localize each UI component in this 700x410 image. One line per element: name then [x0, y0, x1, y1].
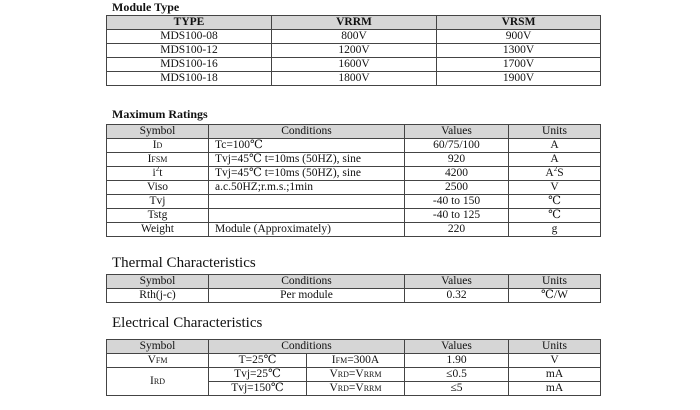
- table-row: [107, 44, 601, 58]
- symbol-main: V: [147, 354, 156, 366]
- value-cell: 1.90: [405, 354, 509, 368]
- conditions-cell: Per module: [209, 289, 405, 303]
- cond-eq: =V: [348, 368, 364, 380]
- module-type-title: Module Type: [112, 0, 180, 14]
- cond-main: V: [329, 382, 338, 394]
- value-cell: 920: [405, 153, 509, 167]
- module-type-table: [106, 15, 601, 86]
- unit-cell: V: [509, 354, 601, 368]
- header-cell: Values: [405, 125, 509, 139]
- conditions-cell: a.c.50HZ;r.m.s.;1min: [209, 181, 405, 195]
- condition-b-cell: [307, 382, 405, 396]
- header-cell: Symbol: [107, 125, 209, 139]
- header-cell: Values: [405, 340, 509, 354]
- table-cell: 1300V: [437, 44, 601, 58]
- table-header-row: [107, 340, 601, 354]
- table-row: [107, 30, 601, 44]
- symbol-subscript: FSM: [151, 155, 168, 164]
- value-cell: ≤5: [405, 382, 509, 396]
- header-cell: Symbol: [107, 275, 209, 289]
- value-cell: 4200: [405, 167, 509, 181]
- symbol-cell: Tstg: [107, 209, 209, 223]
- symbol-tail: t: [159, 167, 163, 179]
- table-cell: MDS100-08: [107, 30, 272, 44]
- conditions-cell: [209, 195, 405, 209]
- unit-cell: V: [509, 181, 601, 195]
- max-ratings-table: [106, 124, 601, 237]
- symbol-main: i: [152, 167, 156, 179]
- conditions-cell: Tvj=45℃ t=10ms (50HZ), sine: [209, 167, 405, 181]
- header-cell: Units: [509, 275, 601, 289]
- symbol-cell: [107, 139, 209, 153]
- electrical-table: [106, 339, 601, 396]
- unit-cell: ℃: [509, 195, 601, 209]
- thermal-table: [106, 274, 601, 303]
- table-cell: 1200V: [272, 44, 437, 58]
- condition-b-cell: [307, 368, 405, 382]
- header-cell: Conditions: [209, 340, 405, 354]
- table-row: [107, 153, 601, 167]
- table-cell: MDS100-16: [107, 58, 272, 72]
- table-cell: MDS100-18: [107, 72, 272, 86]
- cond-subscript: FM: [335, 356, 348, 365]
- table-row: [107, 181, 601, 195]
- conditions-cell: Tc=100℃: [209, 139, 405, 153]
- header-cell: Units: [509, 340, 601, 354]
- unit-cell: mA: [509, 382, 601, 396]
- header-cell: VRRM: [272, 16, 437, 30]
- thermal-title: Thermal Characteristics: [112, 255, 256, 271]
- table-row: [107, 195, 601, 209]
- symbol-cell: Viso: [107, 181, 209, 195]
- symbol-main: I: [150, 375, 154, 387]
- header-cell: Conditions: [209, 125, 405, 139]
- cond-subscript: RD: [337, 370, 349, 379]
- table-row: [107, 289, 601, 303]
- symbol-subscript: RD: [153, 377, 165, 386]
- symbol-cell: [107, 167, 209, 181]
- unit-cell: [509, 167, 601, 181]
- table-row: [107, 58, 601, 72]
- cond-subscript: RD: [337, 384, 349, 393]
- table-header-row: [107, 125, 601, 139]
- unit-cell: mA: [509, 368, 601, 382]
- conditions-cell: Module (Approximately): [209, 223, 405, 237]
- unit-tail: S: [557, 167, 564, 179]
- symbol-cell: Tvj: [107, 195, 209, 209]
- table-row: [107, 368, 601, 382]
- symbol-main: I: [152, 139, 157, 151]
- table-cell: 1600V: [272, 58, 437, 72]
- symbol-cell: Rth(j-c): [107, 289, 209, 303]
- symbol-superscript: 2: [155, 166, 160, 174]
- value-cell: 60/75/100: [405, 139, 509, 153]
- value-cell: 220: [405, 223, 509, 237]
- condition-a-cell: Tvj=25℃: [209, 368, 307, 382]
- table-row: [107, 209, 601, 223]
- unit-cell: g: [509, 223, 601, 237]
- unit-superscript: 2: [553, 166, 558, 174]
- table-cell: 1800V: [272, 72, 437, 86]
- conditions-cell: [209, 209, 405, 223]
- unit-cell: ℃: [509, 209, 601, 223]
- table-cell: 1900V: [437, 72, 601, 86]
- table-row: [107, 72, 601, 86]
- symbol-cell: Weight: [107, 223, 209, 237]
- table-row: [107, 354, 601, 368]
- cond-eq: =V: [348, 382, 364, 394]
- value-cell: 0.32: [405, 289, 509, 303]
- symbol-main: I: [147, 153, 152, 165]
- symbol-cell: [107, 354, 209, 368]
- conditions-cell: Tvj=45℃ t=10ms (50HZ), sine: [209, 153, 405, 167]
- cond-main: V: [329, 368, 338, 380]
- electrical-title: Electrical Characteristics: [112, 315, 263, 331]
- cond-tail: =300A: [347, 354, 380, 366]
- table-cell: 800V: [272, 30, 437, 44]
- table-row: [107, 223, 601, 237]
- value-cell: -40 to 150: [405, 195, 509, 209]
- condition-a-cell: T=25℃: [209, 354, 307, 368]
- table-header-row: [107, 16, 601, 30]
- cond-main: I: [331, 354, 336, 366]
- unit-main: A: [545, 167, 554, 179]
- table-row: [107, 167, 601, 181]
- condition-b-cell: [307, 354, 405, 368]
- symbol-subscript: FM: [155, 356, 168, 365]
- unit-cell: A: [509, 153, 601, 167]
- condition-a-cell: Tvj=150℃: [209, 382, 307, 396]
- symbol-cell: [107, 153, 209, 167]
- max-ratings-title: Maximum Ratings: [112, 107, 208, 121]
- symbol-subscript: D: [156, 141, 163, 150]
- value-cell: -40 to 125: [405, 209, 509, 223]
- value-cell: ≤0.5: [405, 368, 509, 382]
- header-cell: Symbol: [107, 340, 209, 354]
- header-cell: VRSM: [437, 16, 601, 30]
- header-cell: Values: [405, 275, 509, 289]
- header-cell: Conditions: [209, 275, 405, 289]
- header-cell: TYPE: [107, 16, 272, 30]
- header-cell: Units: [509, 125, 601, 139]
- cond-subscript-2: RRM: [363, 384, 382, 393]
- table-cell: 900V: [437, 30, 601, 44]
- unit-cell: A: [509, 139, 601, 153]
- table-cell: MDS100-12: [107, 44, 272, 58]
- table-header-row: [107, 275, 601, 289]
- value-cell: 2500: [405, 181, 509, 195]
- cond-subscript-2: RRM: [363, 370, 382, 379]
- unit-cell: ℃/W: [509, 289, 601, 303]
- symbol-cell: [107, 368, 209, 396]
- table-row: [107, 139, 601, 153]
- table-cell: 1700V: [437, 58, 601, 72]
